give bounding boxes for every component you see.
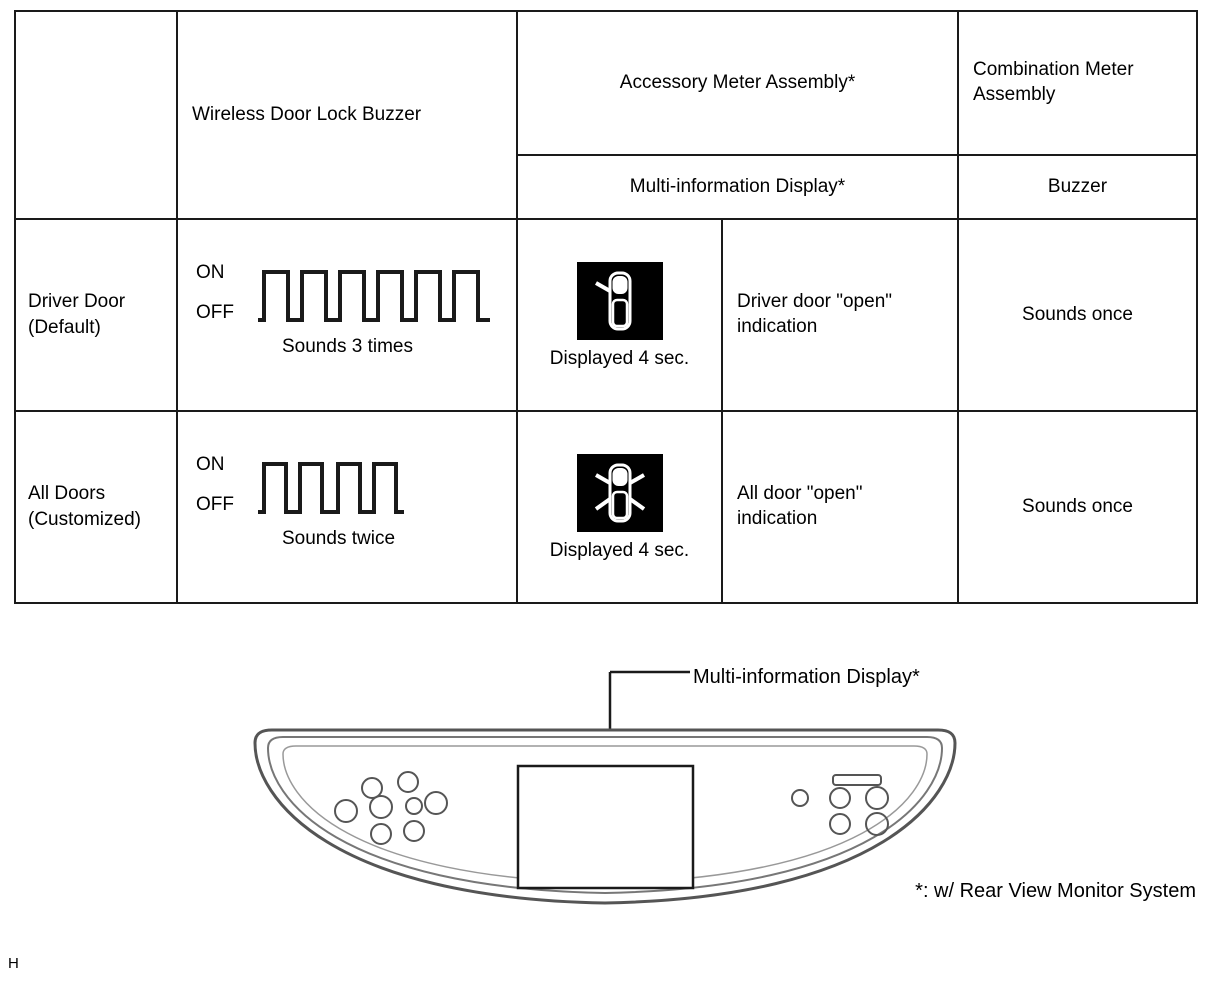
specification-table-container	[14, 10, 1196, 604]
buzzer-pattern-cell-all-doors	[177, 411, 517, 603]
mid-icon-cell-driver-door	[517, 219, 722, 411]
indication-text-driver-door: Driver door "open" indication	[737, 291, 893, 337]
meter-buzzer-cell-driver-door	[958, 219, 1197, 411]
indication-cell-driver-door	[722, 219, 958, 411]
figure-callout-label: Multi-information Display*	[693, 666, 920, 688]
header-wireless-buzzer-cell	[177, 11, 517, 219]
row-label-driver-door: Driver Door (Default)	[28, 291, 126, 338]
buzzer-caption-all-doors: Sounds twice	[282, 528, 396, 549]
header-accessory-meter-label: Accessory Meter Assembly*	[619, 71, 856, 93]
row-label-cell-driver-door	[15, 219, 177, 411]
buzzer-waveform-driver-door	[178, 240, 516, 390]
waveform-graph-icon	[256, 450, 406, 522]
header-corner-cell	[15, 11, 177, 219]
header-combination-meter-cell	[958, 11, 1197, 155]
waveform-graph-icon	[256, 258, 492, 330]
mid-display-all-doors	[518, 442, 721, 572]
indication-cell-all-doors	[722, 411, 958, 603]
mid-icon-cell-all-doors	[517, 411, 722, 603]
waveform-off-label: OFF	[196, 494, 234, 515]
header-combination-meter-label: Combination Meter Assembly	[973, 59, 1134, 105]
header-buzzer-cell	[958, 155, 1197, 219]
waveform-off-label: OFF	[196, 302, 234, 323]
buzzer-caption-driver-door: Sounds 3 times	[282, 336, 413, 357]
table-header-row-1	[15, 11, 1197, 155]
buzzer-waveform-all-doors	[178, 432, 516, 582]
mid-caption-all-doors: Displayed 4 sec.	[549, 540, 690, 561]
header-wireless-buzzer-label: Wireless Door Lock Buzzer	[192, 103, 422, 125]
table-row	[15, 219, 1197, 411]
waveform-on-label: ON	[196, 262, 225, 283]
car-top-view-icon	[590, 267, 650, 335]
indication-text-all-doors: All door "open" indication	[737, 483, 863, 529]
car-all-doors-open-icon	[577, 454, 663, 532]
specification-table	[14, 10, 1198, 604]
page-footer-mark: H	[8, 955, 19, 972]
meter-buzzer-cell-all-doors	[958, 411, 1197, 603]
car-driver-door-open-icon	[577, 262, 663, 340]
header-accessory-meter-cell	[517, 11, 958, 155]
waveform-on-label: ON	[196, 454, 225, 475]
buzzer-pattern-cell-driver-door	[177, 219, 517, 411]
row-label-cell-all-doors	[15, 411, 177, 603]
header-buzzer-label: Buzzer	[1047, 175, 1108, 197]
figure-footnote: *: w/ Rear View Monitor System	[915, 880, 1196, 902]
row-label-all-doors: All Doors (Customized)	[28, 483, 141, 530]
mid-display-driver-door	[518, 250, 721, 380]
car-top-view-icon	[588, 459, 652, 527]
mid-caption-driver-door: Displayed 4 sec.	[549, 348, 690, 369]
meter-buzzer-text-driver-door: Sounds once	[1022, 303, 1133, 325]
multi-information-display-screen	[518, 766, 693, 888]
meter-buzzer-text-all-doors: Sounds once	[1022, 495, 1133, 517]
table-row	[15, 411, 1197, 603]
header-mid-cell	[517, 155, 958, 219]
header-mid-label: Multi-information Display*	[629, 175, 846, 197]
header-corner-label	[16, 105, 176, 125]
